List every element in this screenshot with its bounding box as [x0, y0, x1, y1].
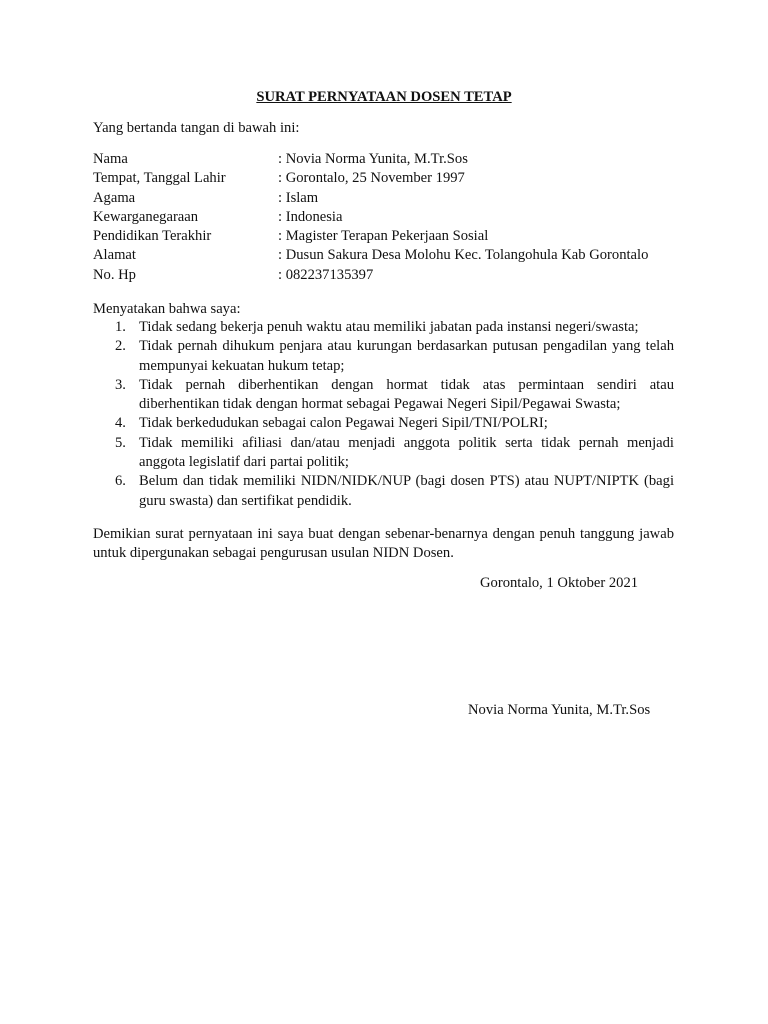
field-row-agama — [93, 189, 693, 208]
field-value: : Gorontalo, 25 November 1997 — [278, 170, 465, 187]
document-title: SURAT PERNYATAAN DOSEN TETAP — [256, 89, 512, 105]
statement-item — [93, 318, 674, 337]
field-row-alamat — [93, 246, 693, 265]
field-value: : Magister Terapan Pekerjaan Sosial — [278, 228, 489, 245]
field-row-tempat-tanggal-lahir — [93, 169, 693, 188]
statement-number: 4. — [115, 415, 126, 432]
statement-number: 1. — [115, 319, 126, 335]
field-label: Nama — [93, 151, 128, 167]
field-row-kewarganegaraan — [93, 208, 693, 227]
field-value: : Islam — [278, 189, 319, 206]
statement-number: 6. — [115, 473, 126, 490]
statement-number: 5. — [115, 434, 126, 451]
field-row-no-hp — [93, 266, 693, 285]
statement-item — [93, 472, 674, 511]
field-value: : Novia Norma Yunita, M.Tr.Sos — [278, 151, 468, 167]
statement-list — [93, 318, 674, 511]
field-label: Pendidikan Terakhir — [93, 228, 212, 245]
statement-item — [93, 337, 674, 376]
intro-text: Yang bertanda tangan di bawah ini: — [93, 120, 300, 136]
place-and-date: Gorontalo, 1 Oktober 2021 — [480, 575, 639, 591]
statement-item — [93, 434, 674, 473]
field-row-nama — [93, 150, 693, 169]
closing-paragraph: Demikian surat pernyataan ini saya buat dengan sebenar-benarnya dengan penuh tanggung jawab untuk dipergunakan sebagai pengurusan usulan NIDN Dosen. — [93, 526, 674, 562]
field-value: : Dusun Sakura Desa Molohu Kec. Tolangohula Kab Gorontalo — [278, 247, 649, 264]
statement-number: 3. — [115, 376, 126, 393]
field-row-pendidikan-terakhir — [93, 227, 693, 246]
statement-item — [93, 414, 674, 433]
statement-number: 2. — [115, 338, 126, 355]
field-label: Kewarganegaraan — [93, 208, 199, 225]
statement-text: Tidak berkedudukan sebagai calon Pegawai Negeri Sipil/TNI/POLRI; — [139, 415, 548, 432]
statement-item — [93, 376, 674, 415]
field-label: Tempat, Tanggal Lahir — [93, 170, 226, 187]
field-value: : 082237135397 — [278, 266, 374, 283]
statement-text: Tidak sedang bekerja penuh waktu atau memiliki jabatan pada instansi negeri/swasta; — [139, 319, 639, 335]
field-label: Agama — [93, 189, 136, 206]
statement-text: Tidak pernah diberhentikan dengan hormat tidak atas permintaan sendiri atau diberhentikan tidak dengan hormat sebagai Pegawai Negeri Sipil/Pegawai Swasta; — [139, 376, 674, 413]
field-label: Alamat — [93, 247, 136, 264]
identity-fields — [93, 150, 693, 285]
statement-text: Tidak memiliki afiliasi dan/atau menjadi anggota politik serta tidak pernah menjadi anggota legislatif dari partai politik; — [139, 434, 674, 471]
statement-text: Belum dan tidak memiliki NIDN/NIDK/NUP (bagi dosen PTS) atau NUPT/NIPTK (bagi guru swasta) dan sertifikat pendidik. — [139, 473, 674, 509]
signature-name: Novia Norma Yunita, M.Tr.Sos — [468, 702, 651, 718]
field-label: No. Hp — [93, 266, 136, 283]
statement-intro: Menyatakan bahwa saya: — [93, 301, 241, 317]
field-value: : Indonesia — [278, 208, 343, 225]
statement-text: Tidak pernah dihukum penjara atau kurungan berdasarkan putusan pengadilan yang telah mempunyai kekuatan hukum tetap; — [139, 338, 674, 374]
